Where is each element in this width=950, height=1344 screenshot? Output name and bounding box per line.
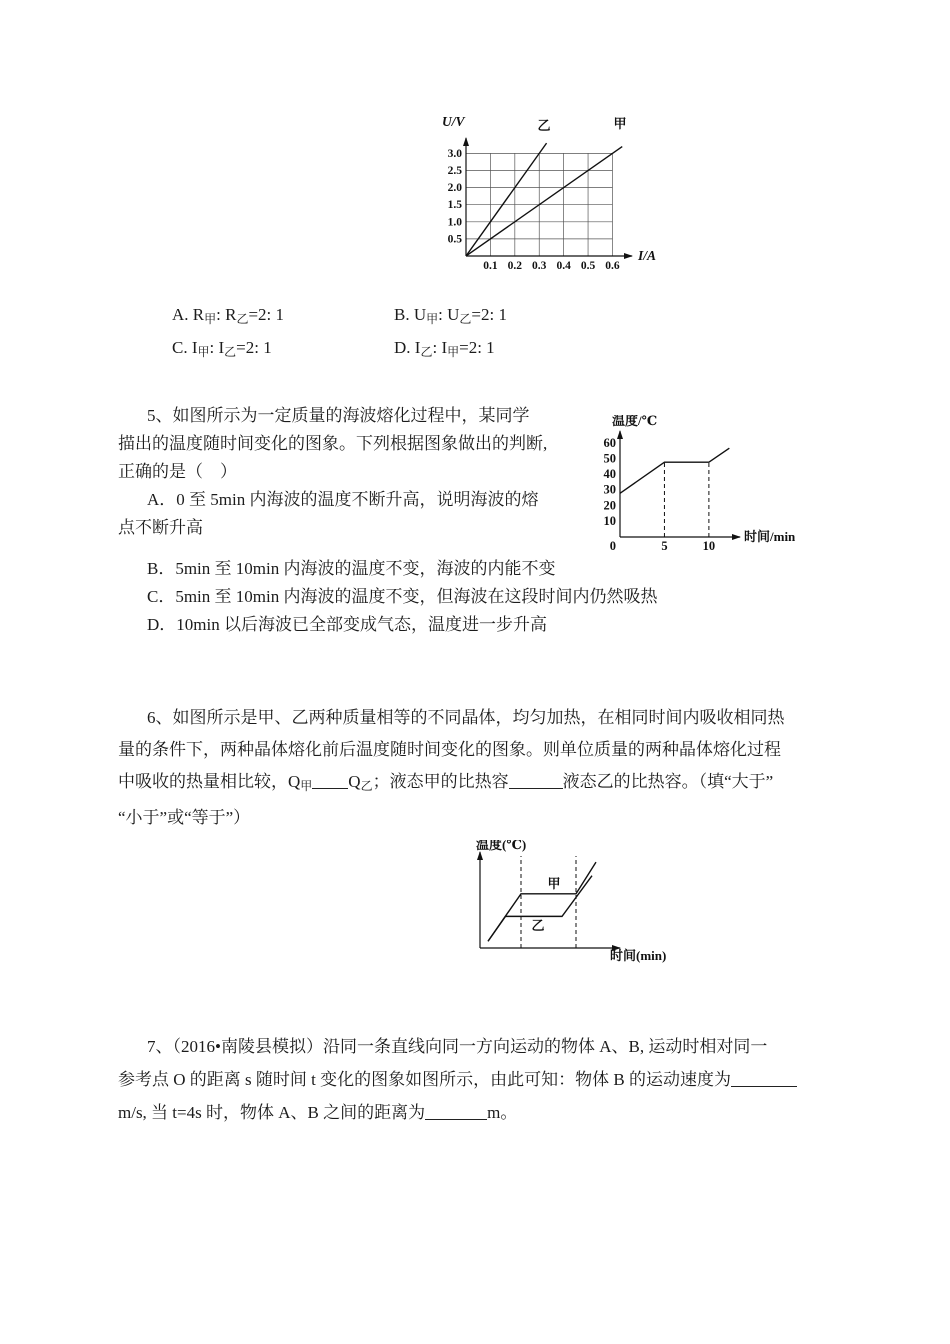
svg-text:60: 60 [603, 435, 616, 450]
text-segment: ；液态甲的比热容 [372, 772, 509, 791]
svg-text:0.5: 0.5 [447, 233, 462, 246]
question-5-figure [594, 415, 834, 567]
question-4-options [172, 299, 692, 365]
text-segment: : I [432, 337, 448, 357]
svg-text:2.5: 2.5 [447, 164, 462, 177]
svg-text:甲: 甲 [613, 116, 627, 131]
answer-blank [312, 775, 348, 789]
text-segment: 液态乙的比热容。（填“大于” [562, 772, 774, 791]
question-5-option-d: D．10min 以后海波已全部变成气态，温度进一步升高 [147, 615, 547, 634]
text-segment: 甲 [426, 311, 439, 326]
question-5-option-c: C．5min 至 10min 内海波的温度不变，但海波在这段时间内仍然吸热 [147, 587, 658, 606]
question-6-stem-line: 量的条件下，两种晶体熔化前后温度随时间变化的图象。则单位质量的两种晶体熔化过程 [118, 740, 781, 759]
question-6-stem-line: “小于”或“等于”） [118, 808, 251, 827]
question-5-option-b: B．5min 至 10min 内海波的温度不变，海波的内能不变 [147, 559, 556, 578]
text-segment: m/s, 当 t=4s 时，物体 A、B 之间的距离为 [118, 1103, 426, 1122]
svg-text:乙: 乙 [531, 918, 545, 933]
svg-text:30: 30 [603, 482, 616, 497]
question-6-stem-line [118, 766, 834, 802]
text-segment: D. I [394, 337, 421, 357]
svg-text:10: 10 [603, 513, 616, 528]
options-row-1 [172, 299, 692, 332]
svg-text:1.5: 1.5 [447, 199, 462, 212]
text-segment: B. U [394, 304, 427, 324]
answer-blank [425, 1106, 487, 1120]
svg-text:0.3: 0.3 [532, 260, 547, 272]
svg-text:5: 5 [661, 539, 668, 553]
svg-text:U/V: U/V [442, 114, 465, 129]
text-segment: Q [348, 772, 361, 791]
text-segment: 乙 [420, 344, 433, 359]
question-7-stem-line [118, 1063, 834, 1096]
question-5-stem-line: 正确的是（ ） [118, 462, 237, 481]
voltage-current-graph [436, 110, 676, 280]
svg-text:0: 0 [609, 539, 616, 553]
text-segment: 甲 [447, 344, 460, 359]
question-6-figure [460, 840, 834, 980]
question-5-option-a-cont: 点不断升高 [118, 518, 203, 537]
question-7 [118, 1030, 834, 1129]
question-7-stem-line [118, 1096, 834, 1129]
svg-text:0.6: 0.6 [605, 260, 620, 272]
text-segment: =2: 1 [248, 304, 285, 324]
svg-text:2.0: 2.0 [447, 182, 462, 195]
svg-text:40: 40 [603, 467, 616, 482]
question-4-figure [436, 110, 676, 285]
question-5 [118, 402, 834, 639]
text-segment: =2: 1 [471, 304, 507, 324]
question-6 [118, 702, 834, 980]
svg-text:0.4: 0.4 [556, 260, 571, 272]
text-segment: =2: 1 [236, 337, 272, 357]
text-segment: 甲 [300, 779, 313, 793]
svg-text:时间(min): 时间(min) [610, 948, 667, 963]
svg-text:I/A: I/A [638, 248, 657, 263]
text-segment: C. I [172, 337, 198, 357]
options-row-2 [172, 332, 692, 365]
question-5-stem-line: 5、如图所示为一定质量的海波熔化过程中，某同学 [147, 406, 530, 425]
text-segment: A. R [172, 304, 205, 324]
question-5-option-a: A．0 至 5min 内海波的温度不断升高，说明海波的熔 [147, 490, 539, 509]
text-segment: 乙 [360, 779, 373, 793]
option-a [172, 305, 394, 327]
answer-blank [509, 775, 563, 789]
text-segment: =2: 1 [459, 337, 495, 357]
svg-text:温度/℃: 温度/℃ [612, 415, 658, 428]
svg-text:0.1: 0.1 [483, 260, 498, 272]
text-segment: 乙 [236, 311, 249, 326]
question-6-stem-line: 6、如图所示是甲、乙两种质量相等的不同晶体，均匀加热，在相同时间内吸收相同热 [147, 708, 785, 727]
svg-text:3.0: 3.0 [447, 147, 462, 160]
svg-text:时间/min: 时间/min [744, 529, 796, 544]
text-segment: 乙 [224, 344, 237, 359]
text-segment: 甲 [204, 311, 217, 326]
svg-text:20: 20 [603, 498, 616, 513]
text-segment: m。 [487, 1103, 518, 1122]
svg-text:甲: 甲 [547, 876, 561, 891]
question-7-stem-line: 7、（2016•南陵县模拟）沿同一条直线向同一方向运动的物体 A、B, 运动时相对同一 [147, 1037, 768, 1056]
answer-blank [731, 1073, 797, 1087]
crystal-melting-graph [460, 840, 685, 975]
svg-text:10: 10 [702, 539, 716, 553]
text-segment: 甲 [197, 344, 210, 359]
option-c [172, 338, 394, 360]
svg-text:温度(℃): 温度(℃) [476, 840, 527, 852]
text-segment: 乙 [459, 311, 472, 326]
question-5-stem-line: 描出的温度随时间变化的图象。下列根据图象做出的判断, [118, 434, 548, 453]
svg-text:0.2: 0.2 [507, 260, 523, 272]
text-segment: : I [209, 337, 225, 357]
svg-text:乙: 乙 [537, 118, 551, 133]
option-d [394, 338, 495, 360]
option-b [394, 305, 507, 327]
text-segment: : U [438, 304, 460, 324]
text-segment: 中吸收的热量相比较，Q [118, 772, 301, 791]
svg-text:1.0: 1.0 [447, 216, 462, 229]
melting-temperature-time-graph [594, 415, 812, 567]
svg-text:0.5: 0.5 [580, 260, 596, 272]
text-segment: : R [216, 304, 237, 324]
svg-text:50: 50 [603, 451, 616, 466]
text-segment: 参考点 O 的距离 s 随时间 t 变化的图象如图所示，由此可知：物体 B 的运动速度为 [118, 1070, 731, 1089]
